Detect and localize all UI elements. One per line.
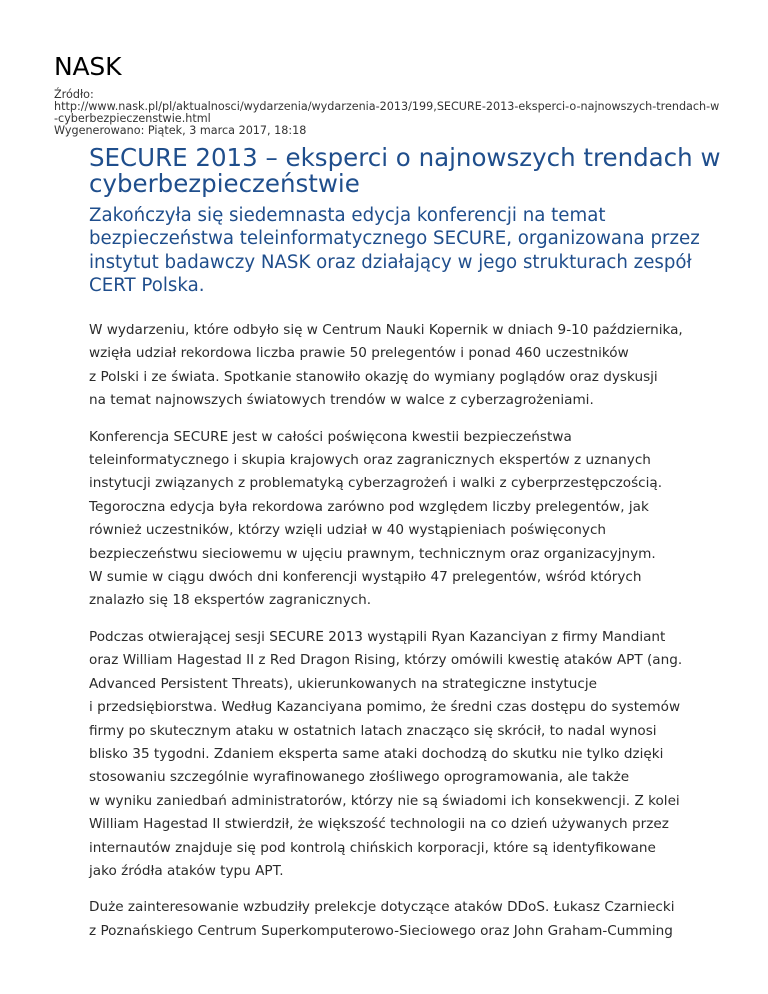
article-paragraph bbox=[89, 319, 749, 413]
paragraph-line: jako źródła ataków typu APT. bbox=[89, 862, 284, 879]
source-label: Źródło: bbox=[54, 88, 94, 101]
paragraph-line: znalazło się 18 ekspertów zagranicznych. bbox=[89, 592, 372, 609]
paragraph-line: w wyniku zaniedbań administratorów, którzy nie są świadomi ich konsekwencji. Z kolei bbox=[89, 792, 680, 809]
paragraph-line: teleinformatycznego i skupia krajowych oraz zagranicznych ekspertów z uznanych bbox=[89, 452, 651, 469]
paragraph-line: również uczestników, którzy wzięli udział w 40 wystąpieniach poświęconych bbox=[89, 522, 607, 539]
paragraph-line: firmy po skutecznym ataku w ostatnich latach znacząco się skrócił, to nadal wynosi bbox=[89, 722, 657, 739]
source-url-line-1: http://www.nask.pl/pl/aktualnosci/wydarzenia/wydarzenia-2013/199,SECURE-2013-eksperci-o-najnowszych-trendach-w bbox=[54, 100, 720, 113]
paragraph-line: W sumie w ciągu dwóch dni konferencji wystąpiło 47 prelegentów, wśród których bbox=[89, 569, 642, 586]
paragraph-line: bezpieczeństwu sieciowemu w ujęciu prawnym, technicznym oraz organizacyjnym. bbox=[89, 545, 656, 562]
paragraph-line: William Hagestad II stwierdził, że większość technologii na co dzień używanych przez bbox=[89, 816, 669, 833]
paragraph-line: Tegoroczna edycja była rekordowa zarówno pod względem liczby prelegentów, jak bbox=[89, 498, 649, 515]
paragraph-line: z Poznańskiego Centrum Superkomputerowo-Sieciowego oraz John Graham-Cumming bbox=[89, 922, 673, 939]
paragraph-line: oraz William Hagestad II z Red Dragon Rising, którzy omówili kwestię ataków APT (ang. bbox=[89, 652, 683, 669]
article-paragraph bbox=[89, 896, 749, 943]
paragraph-line: Podczas otwierającej sesji SECURE 2013 wystąpili Ryan Kazanciyan z firmy Mandiant bbox=[89, 628, 666, 645]
paragraph-line: Duże zainteresowanie wzbudziły prelekcje dotyczące ataków DDoS. Łukasz Czarniecki bbox=[89, 899, 675, 916]
site-name: NASK bbox=[54, 52, 122, 81]
article-paragraph bbox=[89, 626, 749, 883]
generated-date: Wygenerowano: Piątek, 3 marca 2017, 18:18 bbox=[54, 124, 307, 137]
paragraph-line: i przedsiębiorstwa. Według Kazanciyana pomimo, że średni czas dostępu do systemów bbox=[89, 699, 681, 716]
paragraph-line: W wydarzeniu, które odbyło się w Centrum Nauki Kopernik w dniach 9-10 października, bbox=[89, 322, 683, 338]
source-block bbox=[54, 89, 754, 137]
source-url-line-2: -cyberbezpieczenstwie.html bbox=[54, 112, 211, 125]
paragraph-line: z Polski i ze świata. Spotkanie stanowiło okazję do wymiany poglądów oraz dyskusji bbox=[89, 368, 658, 385]
article-body bbox=[89, 319, 749, 956]
paragraph-line: wzięła udział rekordowa liczba prawie 50 prelegentów i ponad 460 uczestników bbox=[89, 345, 629, 362]
article-title: SECURE 2013 – eksperci o najnowszych trendach w cyberbezpieczeństwie bbox=[89, 143, 721, 198]
paragraph-line: Konferencja SECURE jest w całości poświęcona kwestii bezpieczeństwa bbox=[89, 428, 572, 445]
article-paragraph bbox=[89, 426, 749, 613]
paragraph-line: blisko 35 tygodni. Zdaniem eksperta same ataki dochodzą do skutku nie tylko dzięki bbox=[89, 745, 664, 762]
paragraph-line: stosowaniu szczególnie wyrafinowanego złośliwego oprogramowania, ale także bbox=[89, 769, 630, 786]
paragraph-line: Advanced Persistent Threats), ukierunkowanych na strategiczne instytucje bbox=[89, 675, 597, 692]
paragraph-line: internautów znajduje się pod kontrolą chińskich korporacji, które są identyfikowane bbox=[89, 839, 656, 856]
paragraph-line: na temat najnowszych światowych trendów w walce z cyberzagrożeniami. bbox=[89, 392, 594, 409]
paragraph-line: instytucji związanych z problematyką cyberzagrożeń i walki z cyberprzestępczością. bbox=[89, 475, 663, 492]
article-lead: Zakończyła się siedemnasta edycja konferencji na temat bezpieczeństwa teleinformatycznego SECURE, organizowana przez instytut badawczy NASK oraz działający w jego strukturach zespół CERT Polska. bbox=[89, 205, 700, 296]
